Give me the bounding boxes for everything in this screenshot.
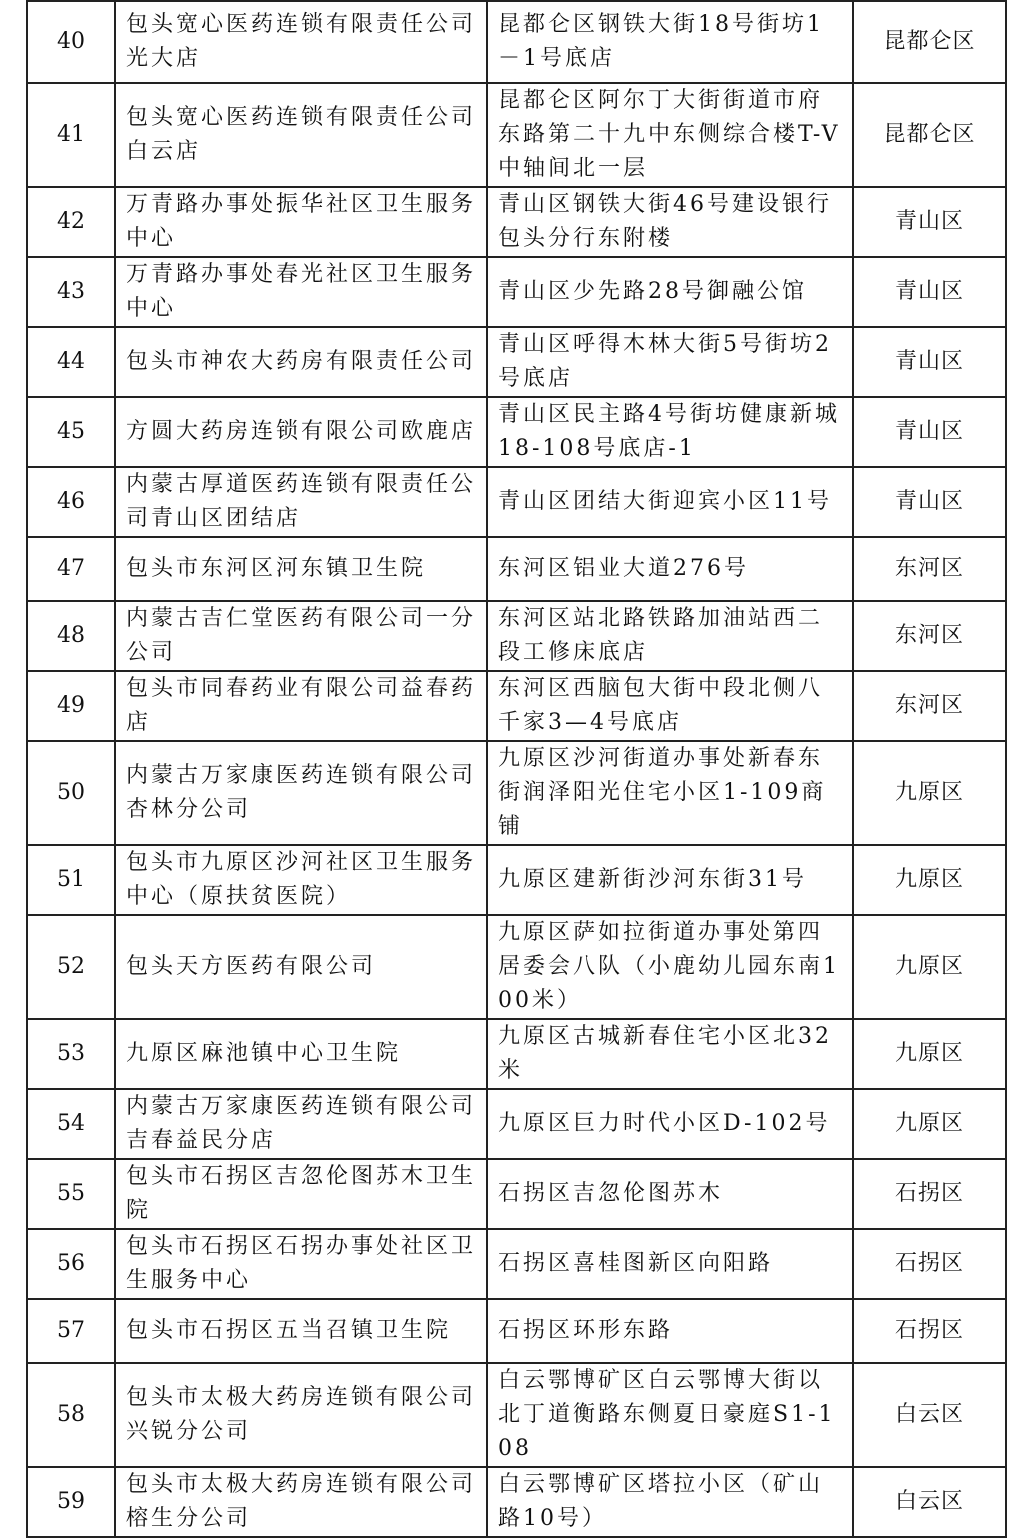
table-row (27, 397, 1006, 467)
table-row (27, 601, 1006, 671)
institution-address: 九原区建新街沙河东街31号 (487, 845, 853, 915)
table-row (27, 915, 1006, 1019)
row-number: 59 (27, 1467, 115, 1537)
institution-name: 包头宽心医药连锁有限责任公司光大店 (115, 1, 487, 83)
institution-name: 万青路办事处春光社区卫生服务中心 (115, 257, 487, 327)
institution-name: 万青路办事处振华社区卫生服务中心 (115, 187, 487, 257)
row-number: 53 (27, 1019, 115, 1089)
row-number: 51 (27, 845, 115, 915)
institution-name: 方圆大药房连锁有限公司欧鹿店 (115, 397, 487, 467)
institution-name: 九原区麻池镇中心卫生院 (115, 1019, 487, 1089)
district: 石拐区 (853, 1229, 1006, 1299)
table-row (27, 537, 1006, 601)
institution-name: 内蒙古万家康医药连锁有限公司杏林分公司 (115, 741, 487, 845)
district: 青山区 (853, 397, 1006, 467)
district: 青山区 (853, 327, 1006, 397)
institution-name: 包头宽心医药连锁有限责任公司白云店 (115, 83, 487, 187)
district: 昆都仑区 (853, 83, 1006, 187)
row-number: 45 (27, 397, 115, 467)
table-row (27, 83, 1006, 187)
institution-address: 九原区萨如拉街道办事处第四居委会八队（小鹿幼儿园东南100米） (487, 915, 853, 1019)
district: 九原区 (853, 915, 1006, 1019)
institution-address: 东河区铝业大道276号 (487, 537, 853, 601)
row-number: 55 (27, 1159, 115, 1229)
pharmacy-table (26, 0, 1007, 1538)
table-row (27, 1299, 1006, 1363)
row-number: 41 (27, 83, 115, 187)
table-row (27, 1089, 1006, 1159)
institution-address: 青山区少先路28号御融公馆 (487, 257, 853, 327)
row-number: 58 (27, 1363, 115, 1467)
institution-address: 青山区团结大街迎宾小区11号 (487, 467, 853, 537)
row-number: 47 (27, 537, 115, 601)
district: 东河区 (853, 671, 1006, 741)
institution-name: 包头市同春药业有限公司益春药店 (115, 671, 487, 741)
institution-address: 九原区古城新春住宅小区北32米 (487, 1019, 853, 1089)
table-row (27, 467, 1006, 537)
institution-address: 九原区巨力时代小区D-102号 (487, 1089, 853, 1159)
institution-name: 包头市太极大药房连锁有限公司榕生分公司 (115, 1467, 487, 1537)
institution-address: 石拐区喜桂图新区向阳路 (487, 1229, 853, 1299)
institution-name: 内蒙古吉仁堂医药有限公司一分公司 (115, 601, 487, 671)
table-row (27, 1, 1006, 83)
institution-name: 包头市石拐区五当召镇卫生院 (115, 1299, 487, 1363)
row-number: 40 (27, 1, 115, 83)
row-number: 43 (27, 257, 115, 327)
institution-address: 青山区钢铁大街46号建设银行包头分行东附楼 (487, 187, 853, 257)
table-row (27, 1229, 1006, 1299)
table-row (27, 1363, 1006, 1467)
row-number: 46 (27, 467, 115, 537)
district: 青山区 (853, 257, 1006, 327)
district: 青山区 (853, 187, 1006, 257)
district: 东河区 (853, 601, 1006, 671)
institution-address: 石拐区吉忽伦图苏木 (487, 1159, 853, 1229)
district: 九原区 (853, 741, 1006, 845)
table-row (27, 741, 1006, 845)
institution-address: 东河区站北路铁路加油站西二段工修床底店 (487, 601, 853, 671)
table-row (27, 1467, 1006, 1537)
district: 昆都仑区 (853, 1, 1006, 83)
institution-name: 内蒙古万家康医药连锁有限公司吉春益民分店 (115, 1089, 487, 1159)
row-number: 48 (27, 601, 115, 671)
district: 青山区 (853, 467, 1006, 537)
row-number: 44 (27, 327, 115, 397)
district: 石拐区 (853, 1159, 1006, 1229)
table-row (27, 1159, 1006, 1229)
institution-name: 包头市东河区河东镇卫生院 (115, 537, 487, 601)
row-number: 54 (27, 1089, 115, 1159)
institution-name: 内蒙古厚道医药连锁有限责任公司青山区团结店 (115, 467, 487, 537)
institution-name: 包头市太极大药房连锁有限公司兴锐分公司 (115, 1363, 487, 1467)
district: 九原区 (853, 1089, 1006, 1159)
row-number: 52 (27, 915, 115, 1019)
district: 东河区 (853, 537, 1006, 601)
table-body (27, 1, 1006, 1537)
table-row (27, 187, 1006, 257)
district: 九原区 (853, 1019, 1006, 1089)
institution-address: 东河区西脑包大街中段北侧八千家3—4号底店 (487, 671, 853, 741)
row-number: 57 (27, 1299, 115, 1363)
row-number: 56 (27, 1229, 115, 1299)
institution-address: 青山区民主路4号街坊健康新城18-108号底店-1 (487, 397, 853, 467)
table-row (27, 845, 1006, 915)
institution-address: 昆都仑区阿尔丁大街街道市府东路第二十九中东侧综合楼T-V中轴间北一层 (487, 83, 853, 187)
table-row (27, 257, 1006, 327)
institution-name: 包头市神农大药房有限责任公司 (115, 327, 487, 397)
institution-address: 白云鄂博矿区塔拉小区（矿山路10号） (487, 1467, 853, 1537)
institution-name: 包头天方医药有限公司 (115, 915, 487, 1019)
district: 白云区 (853, 1467, 1006, 1537)
institution-address: 石拐区环形东路 (487, 1299, 853, 1363)
institution-address: 九原区沙河街道办事处新春东街润泽阳光住宅小区1-109商铺 (487, 741, 853, 845)
district: 九原区 (853, 845, 1006, 915)
table-row (27, 1019, 1006, 1089)
institution-name: 包头市石拐区石拐办事处社区卫生服务中心 (115, 1229, 487, 1299)
institution-address: 昆都仑区钢铁大街18号街坊1－1号底店 (487, 1, 853, 83)
institution-address: 青山区呼得木林大街5号街坊2号底店 (487, 327, 853, 397)
table-row (27, 327, 1006, 397)
district: 石拐区 (853, 1299, 1006, 1363)
row-number: 50 (27, 741, 115, 845)
table-row (27, 671, 1006, 741)
institution-name: 包头市石拐区吉忽伦图苏木卫生院 (115, 1159, 487, 1229)
row-number: 49 (27, 671, 115, 741)
row-number: 42 (27, 187, 115, 257)
institution-address: 白云鄂博矿区白云鄂博大街以北丁道衡路东侧夏日豪庭S1-108 (487, 1363, 853, 1467)
district: 白云区 (853, 1363, 1006, 1467)
institution-name: 包头市九原区沙河社区卫生服务中心（原扶贫医院） (115, 845, 487, 915)
